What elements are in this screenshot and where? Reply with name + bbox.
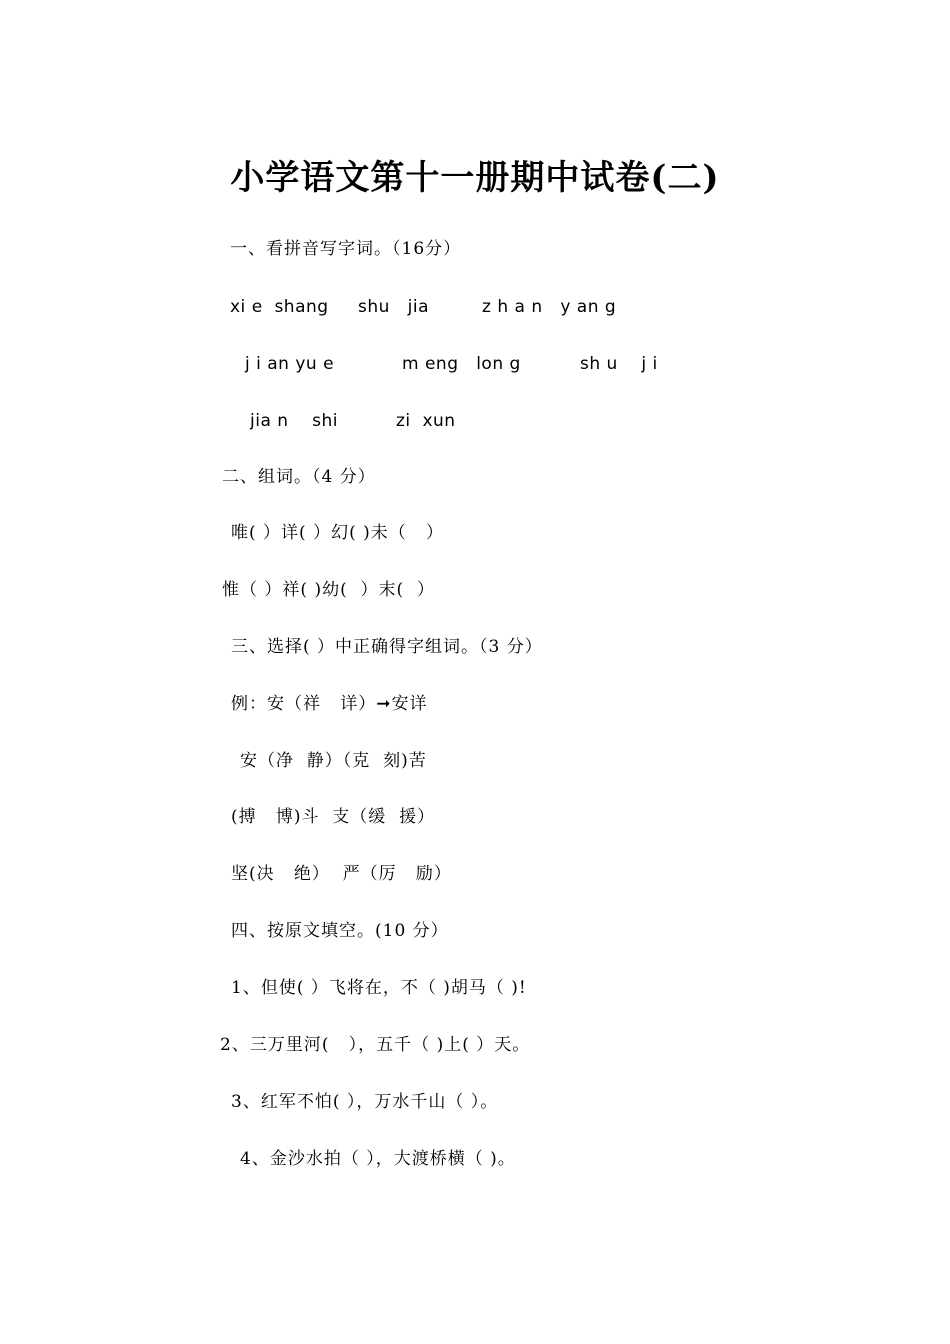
pinyin-item: shu jia <box>358 297 429 317</box>
pinyin-item: jia n shi <box>250 411 339 431</box>
section4-heading: 四、按原文填空。(10 分） <box>231 921 449 941</box>
fill-item-4: 4、金沙水拍（ ），大渡桥横（ )。 <box>240 1149 516 1169</box>
word-group-row-2: 惟（ ）祥( )幼( ）末( ） <box>222 580 435 600</box>
choice-row-1: 安（净 静）（克 刻)苦 <box>240 751 427 771</box>
pinyin-item: j i an yu e <box>245 354 335 374</box>
pinyin-row-2 <box>245 353 745 375</box>
section1-heading: 一、看拼音写字词。（16分） <box>230 239 462 259</box>
section3-example: 例：安（祥 详）➞安详 <box>231 694 428 714</box>
choice-row-2: (搏 博)斗 支（缓 援） <box>231 807 436 827</box>
pinyin-item: z h a n y an g <box>482 297 617 317</box>
pinyin-row-1 <box>230 296 730 318</box>
pinyin-item: xi e shang <box>230 297 329 317</box>
fill-item-2: 2、三万里河( ），五千（ )上( ）天。 <box>220 1035 531 1055</box>
word-group-row-1: 唯( ）详( ）幻( )未（ ） <box>231 523 444 543</box>
pinyin-item: sh u j i <box>580 354 658 374</box>
exam-title: 小学语文第十一册期中试卷(二) <box>230 158 720 198</box>
section2-heading: 二、组词。（4 分） <box>222 467 376 487</box>
pinyin-item: zi xun <box>396 411 456 431</box>
section3-heading: 三、选择( ）中正确得字组词。（3 分） <box>231 637 543 657</box>
choice-row-3: 坚(决 绝） 严（厉 励） <box>231 864 452 884</box>
pinyin-row-3 <box>250 410 650 432</box>
fill-item-3: 3、红军不怕( ），万水千山（ ）。 <box>231 1092 499 1112</box>
fill-item-1: 1、但使( ）飞将在，不（ )胡马（ )! <box>231 978 527 998</box>
pinyin-item: m eng lon g <box>402 354 521 374</box>
